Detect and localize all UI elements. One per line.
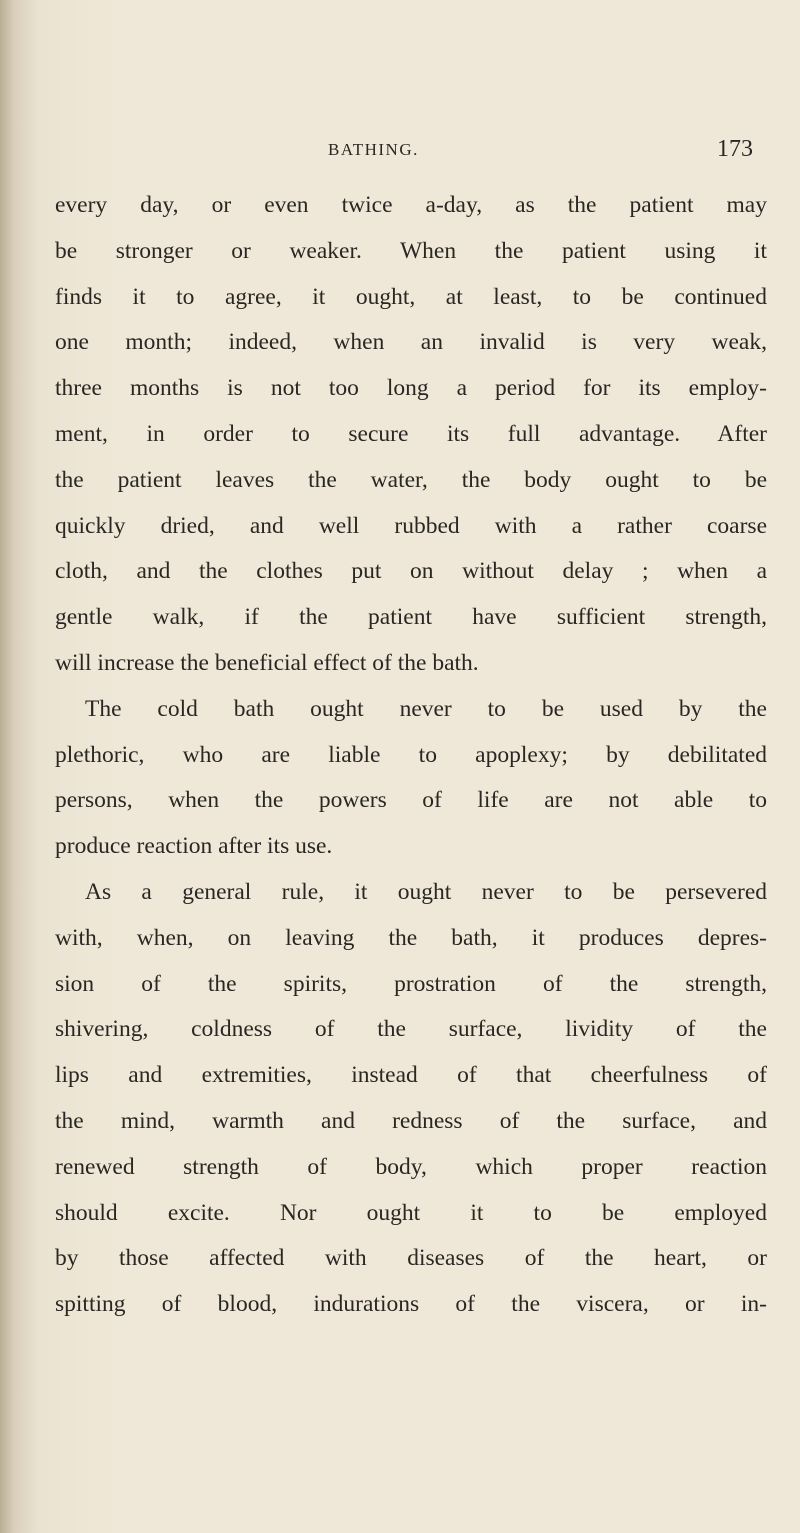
text-line: three months is not too long a period for its employ- [55, 375, 767, 402]
text-line: gentle walk, if the patient have sufficient strength, [55, 604, 767, 631]
text-line: spitting of blood, indurations of the viscera, or in- [55, 1291, 767, 1318]
page-number: 173 [717, 136, 753, 162]
text-line: produce reaction after its use. [55, 833, 333, 860]
text-line: ment, in order to secure its full advantage. After [55, 420, 767, 447]
text-line: cloth, and the clothes put on without delay ; when a [55, 558, 767, 585]
text-line: sion of the spirits, prostration of the strength, [55, 970, 767, 997]
text-line: The cold bath ought never to be used by the [85, 695, 767, 722]
text-line: persons, when the powers of life are not able to [55, 787, 767, 814]
text-line: will increase the beneficial effect of the bath. [55, 649, 479, 676]
text-line: one month; indeed, when an invalid is very weak, [55, 329, 767, 356]
running-title: BATHING. [328, 140, 419, 159]
text-line: As a general rule, it ought never to be persevered [85, 878, 767, 905]
text-line: the mind, warmth and redness of the surface, and [55, 1107, 767, 1134]
text-line: should excite. Nor ought it to be employed [55, 1199, 767, 1226]
text-line: be stronger or weaker. When the patient using it [55, 237, 767, 264]
text-line: plethoric, who are liable to apoplexy; by debilitated [55, 741, 767, 768]
text-line: finds it to agree, it ought, at least, to be continued [55, 283, 767, 310]
text-line: renewed strength of body, which proper reaction [55, 1153, 767, 1180]
page-body [55, 190, 767, 1335]
text-line: every day, or even twice a-day, as the patient may [55, 192, 767, 218]
text-line: shivering, coldness of the surface, lividity of the [55, 1016, 767, 1043]
text-line: the patient leaves the water, the body ought to be [55, 466, 767, 493]
text-line: with, when, on leaving the bath, it produces depres- [55, 924, 767, 951]
page-header [0, 136, 800, 170]
text-line: quickly dried, and well rubbed with a rather coarse [55, 512, 767, 539]
text-line: lips and extremities, instead of that cheerfulness of [55, 1062, 767, 1089]
text-line: by those affected with diseases of the heart, or [55, 1245, 767, 1272]
